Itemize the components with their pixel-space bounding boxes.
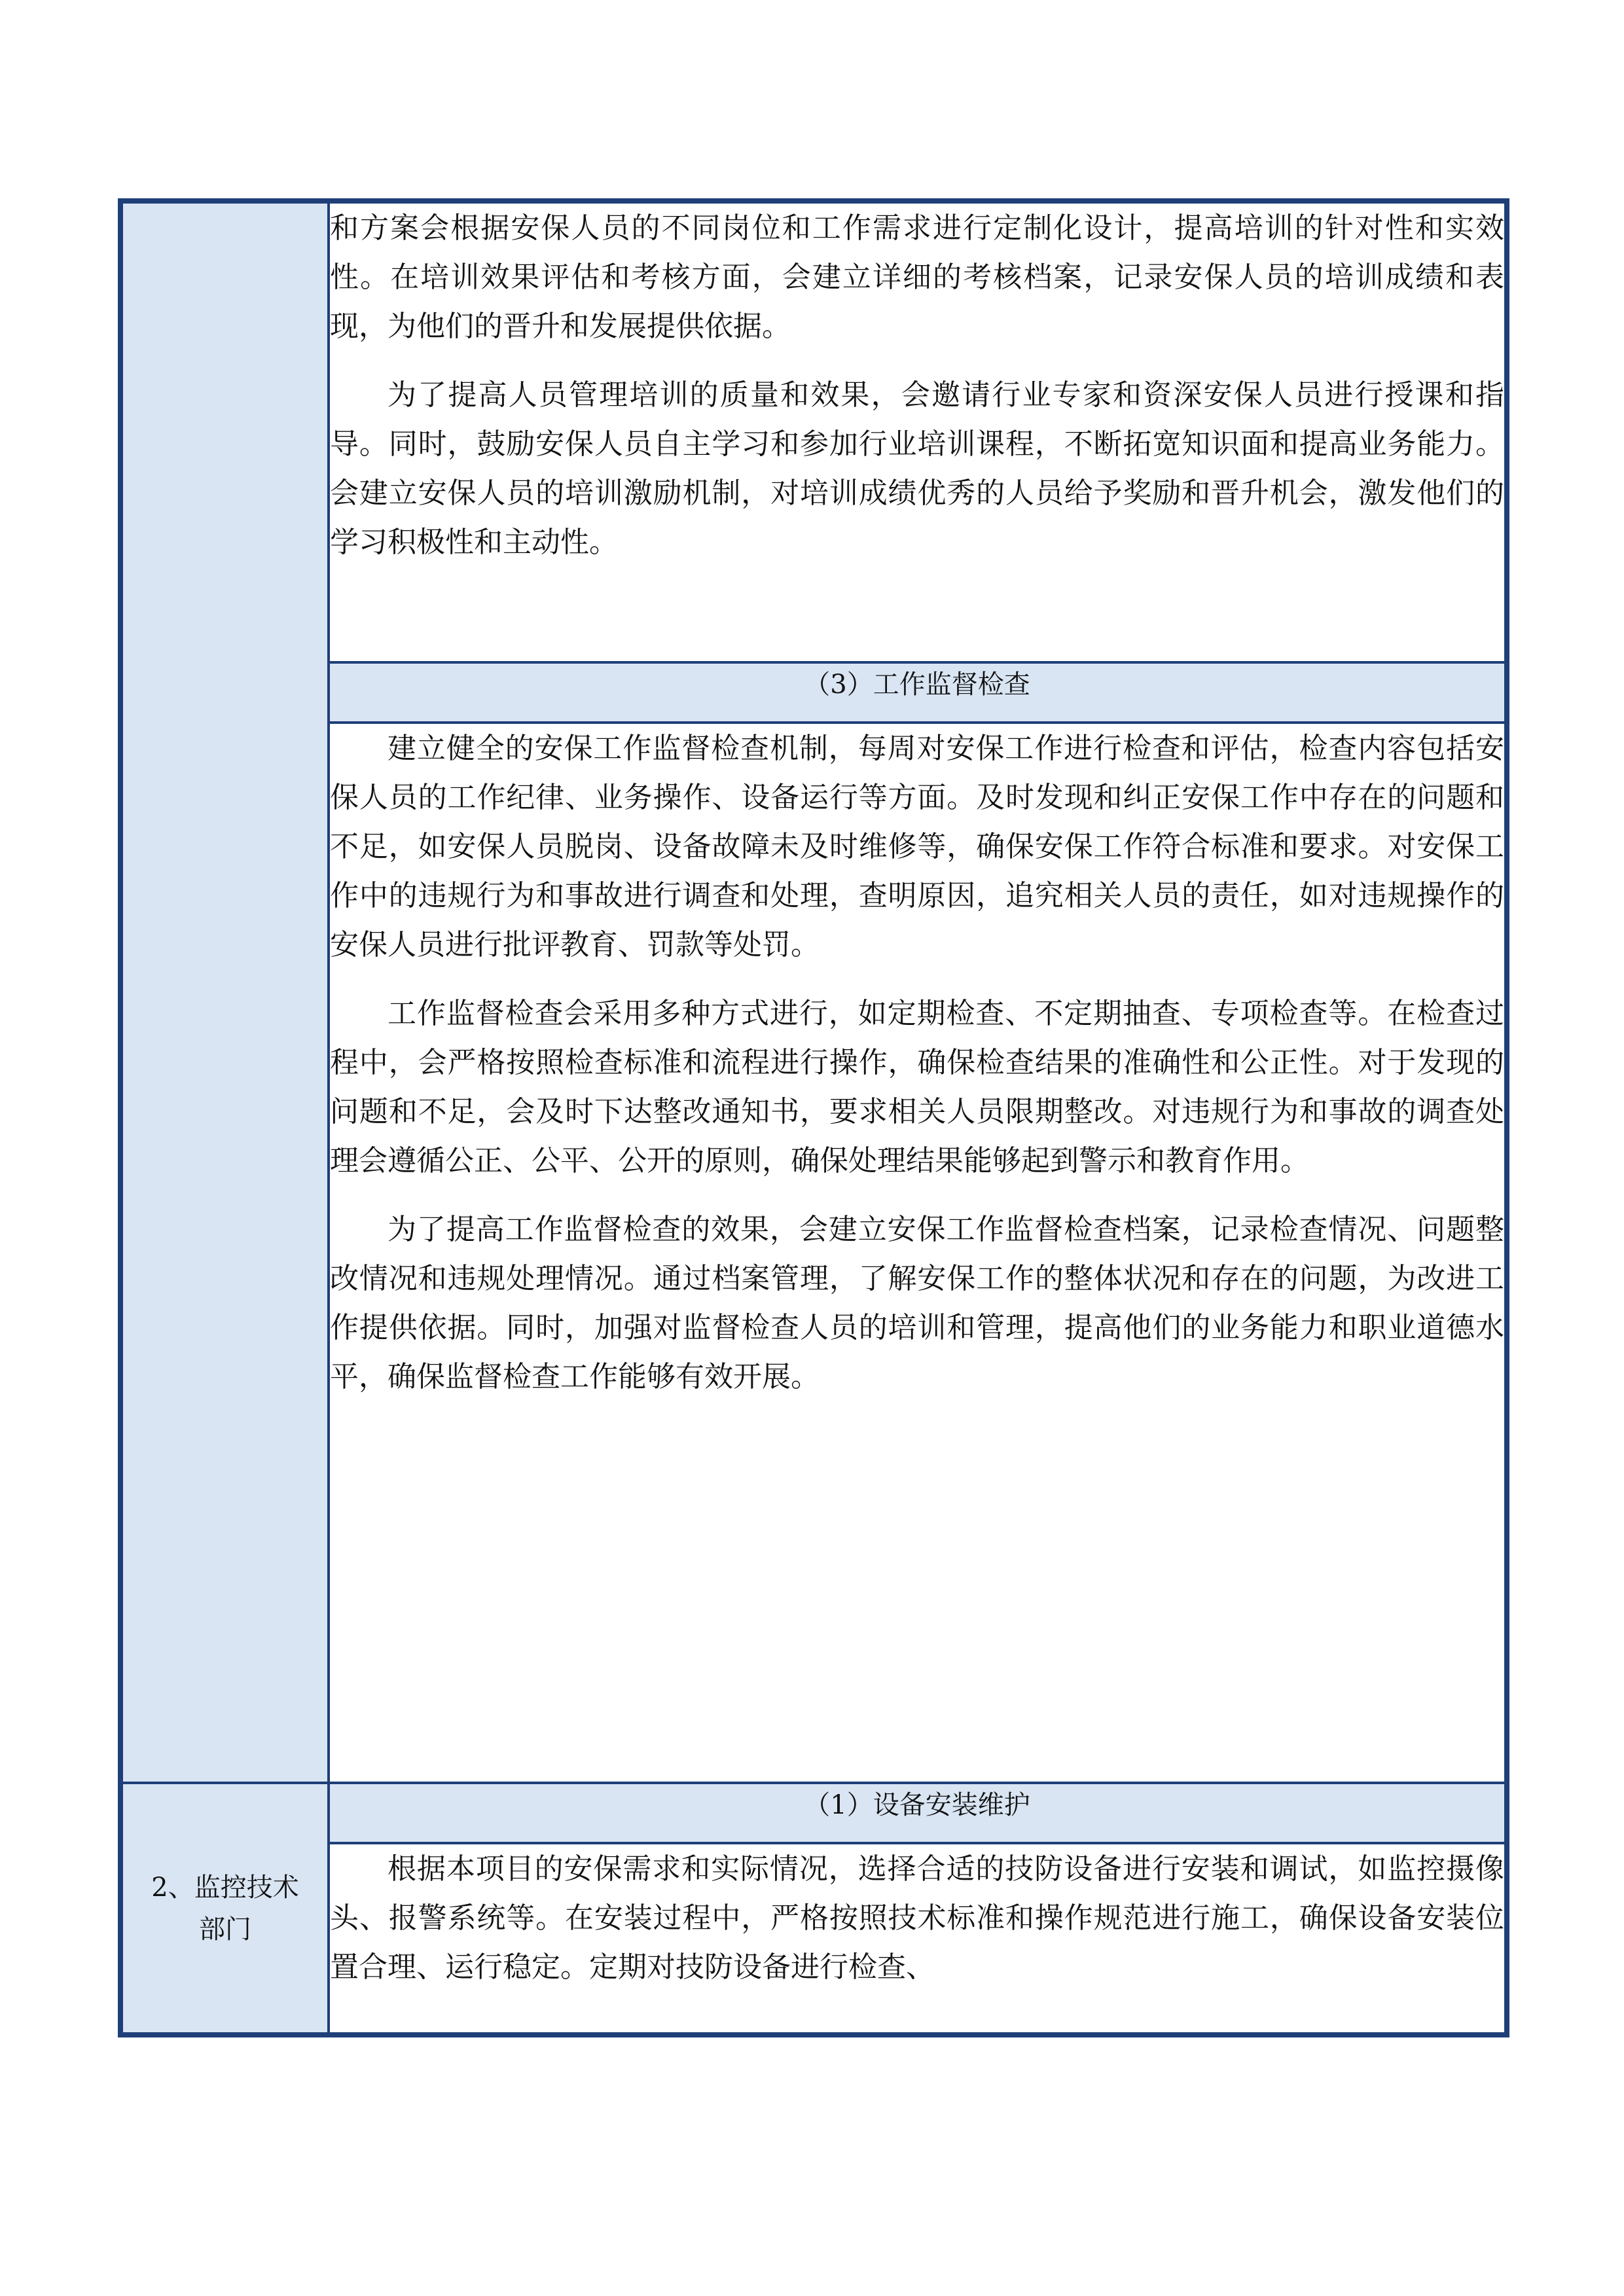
table-row: [120, 201, 1507, 662]
table-row: [120, 723, 1507, 1783]
table-row: [120, 1783, 1507, 1843]
paragraph: 工作监督检查会采用多种方式进行，如定期检查、不定期抽查、专项检查等。在检查过程中，会严格按照检查标准和流程进行操作，确保检查结果的准确性和公正性。对于发现的问题和不足，会及时下达整改通知书，要求相关人员限期整改。对违规行为和事故的调查处理会遵循公正、公平、公开的原则，确保处理结果能够起到警示和教育作用。: [330, 997, 1504, 1177]
paragraph: 根据本项目的安保需求和实际情况，选择合适的技防设备进行安装和调试，如监控摄像头、报警系统等。在安装过程中，严格按照技术标准和操作规范进行施工，确保设备安装位置合理、运行稳定。定期对技防设备进行检查、: [330, 1852, 1504, 1984]
department-cell-continued: [120, 201, 329, 1783]
section-body: [329, 201, 1507, 662]
table-row: [120, 662, 1507, 723]
section-body: [329, 1843, 1507, 2035]
department-label: 2、监控技术部门: [151, 1872, 299, 1945]
paragraph: 建立健全的安保工作监督检查机制，每周对安保工作进行检查和评估，检查内容包括安保人员的工作纪律、业务操作、设备运行等方面。及时发现和纠正安保工作中存在的问题和不足，如安保人员脱岗、设备故障未及时维修等，确保安保工作符合标准和要求。对安保工作中的违规行为和事故进行调查和处理，查明原因，追究相关人员的责任，如对违规操作的安保人员进行批评教育、罚款等处罚。: [330, 732, 1504, 961]
table-row: [120, 1843, 1507, 2035]
paragraph: 为了提高人员管理培训的质量和效果，会邀请行业专家和资深安保人员进行授课和指导。同时，鼓励安保人员自主学习和参加行业培训课程，不断拓宽知识面和提高业务能力。会建立安保人员的培训激励机制，对培训成绩优秀的人员给予奖励和晋升机会，激发他们的学习积极性和主动性。: [330, 378, 1504, 559]
section-heading: （1）设备安装维护: [329, 1783, 1507, 1843]
section-heading: （3）工作监督检查: [329, 662, 1507, 723]
paragraph: 为了提高工作监督检查的效果，会建立安保工作监督检查档案，记录检查情况、问题整改情况和违规处理情况。通过档案管理，了解安保工作的整体状况和存在的问题，为改进工作提供依据。同时，加强对监督检查人员的培训和管理，提高他们的业务能力和职业道德水平，确保监督检查工作能够有效开展。: [330, 1213, 1504, 1393]
document-table: [118, 198, 1509, 2037]
paragraph: 和方案会根据安保人员的不同岗位和工作需求进行定制化设计，提高培训的针对性和实效性。在培训效果评估和考核方面，会建立详细的考核档案，记录安保人员的培训成绩和表现，为他们的晋升和发展提供依据。: [330, 211, 1504, 343]
department-cell: [120, 1783, 329, 2035]
section-body: [329, 723, 1507, 1783]
